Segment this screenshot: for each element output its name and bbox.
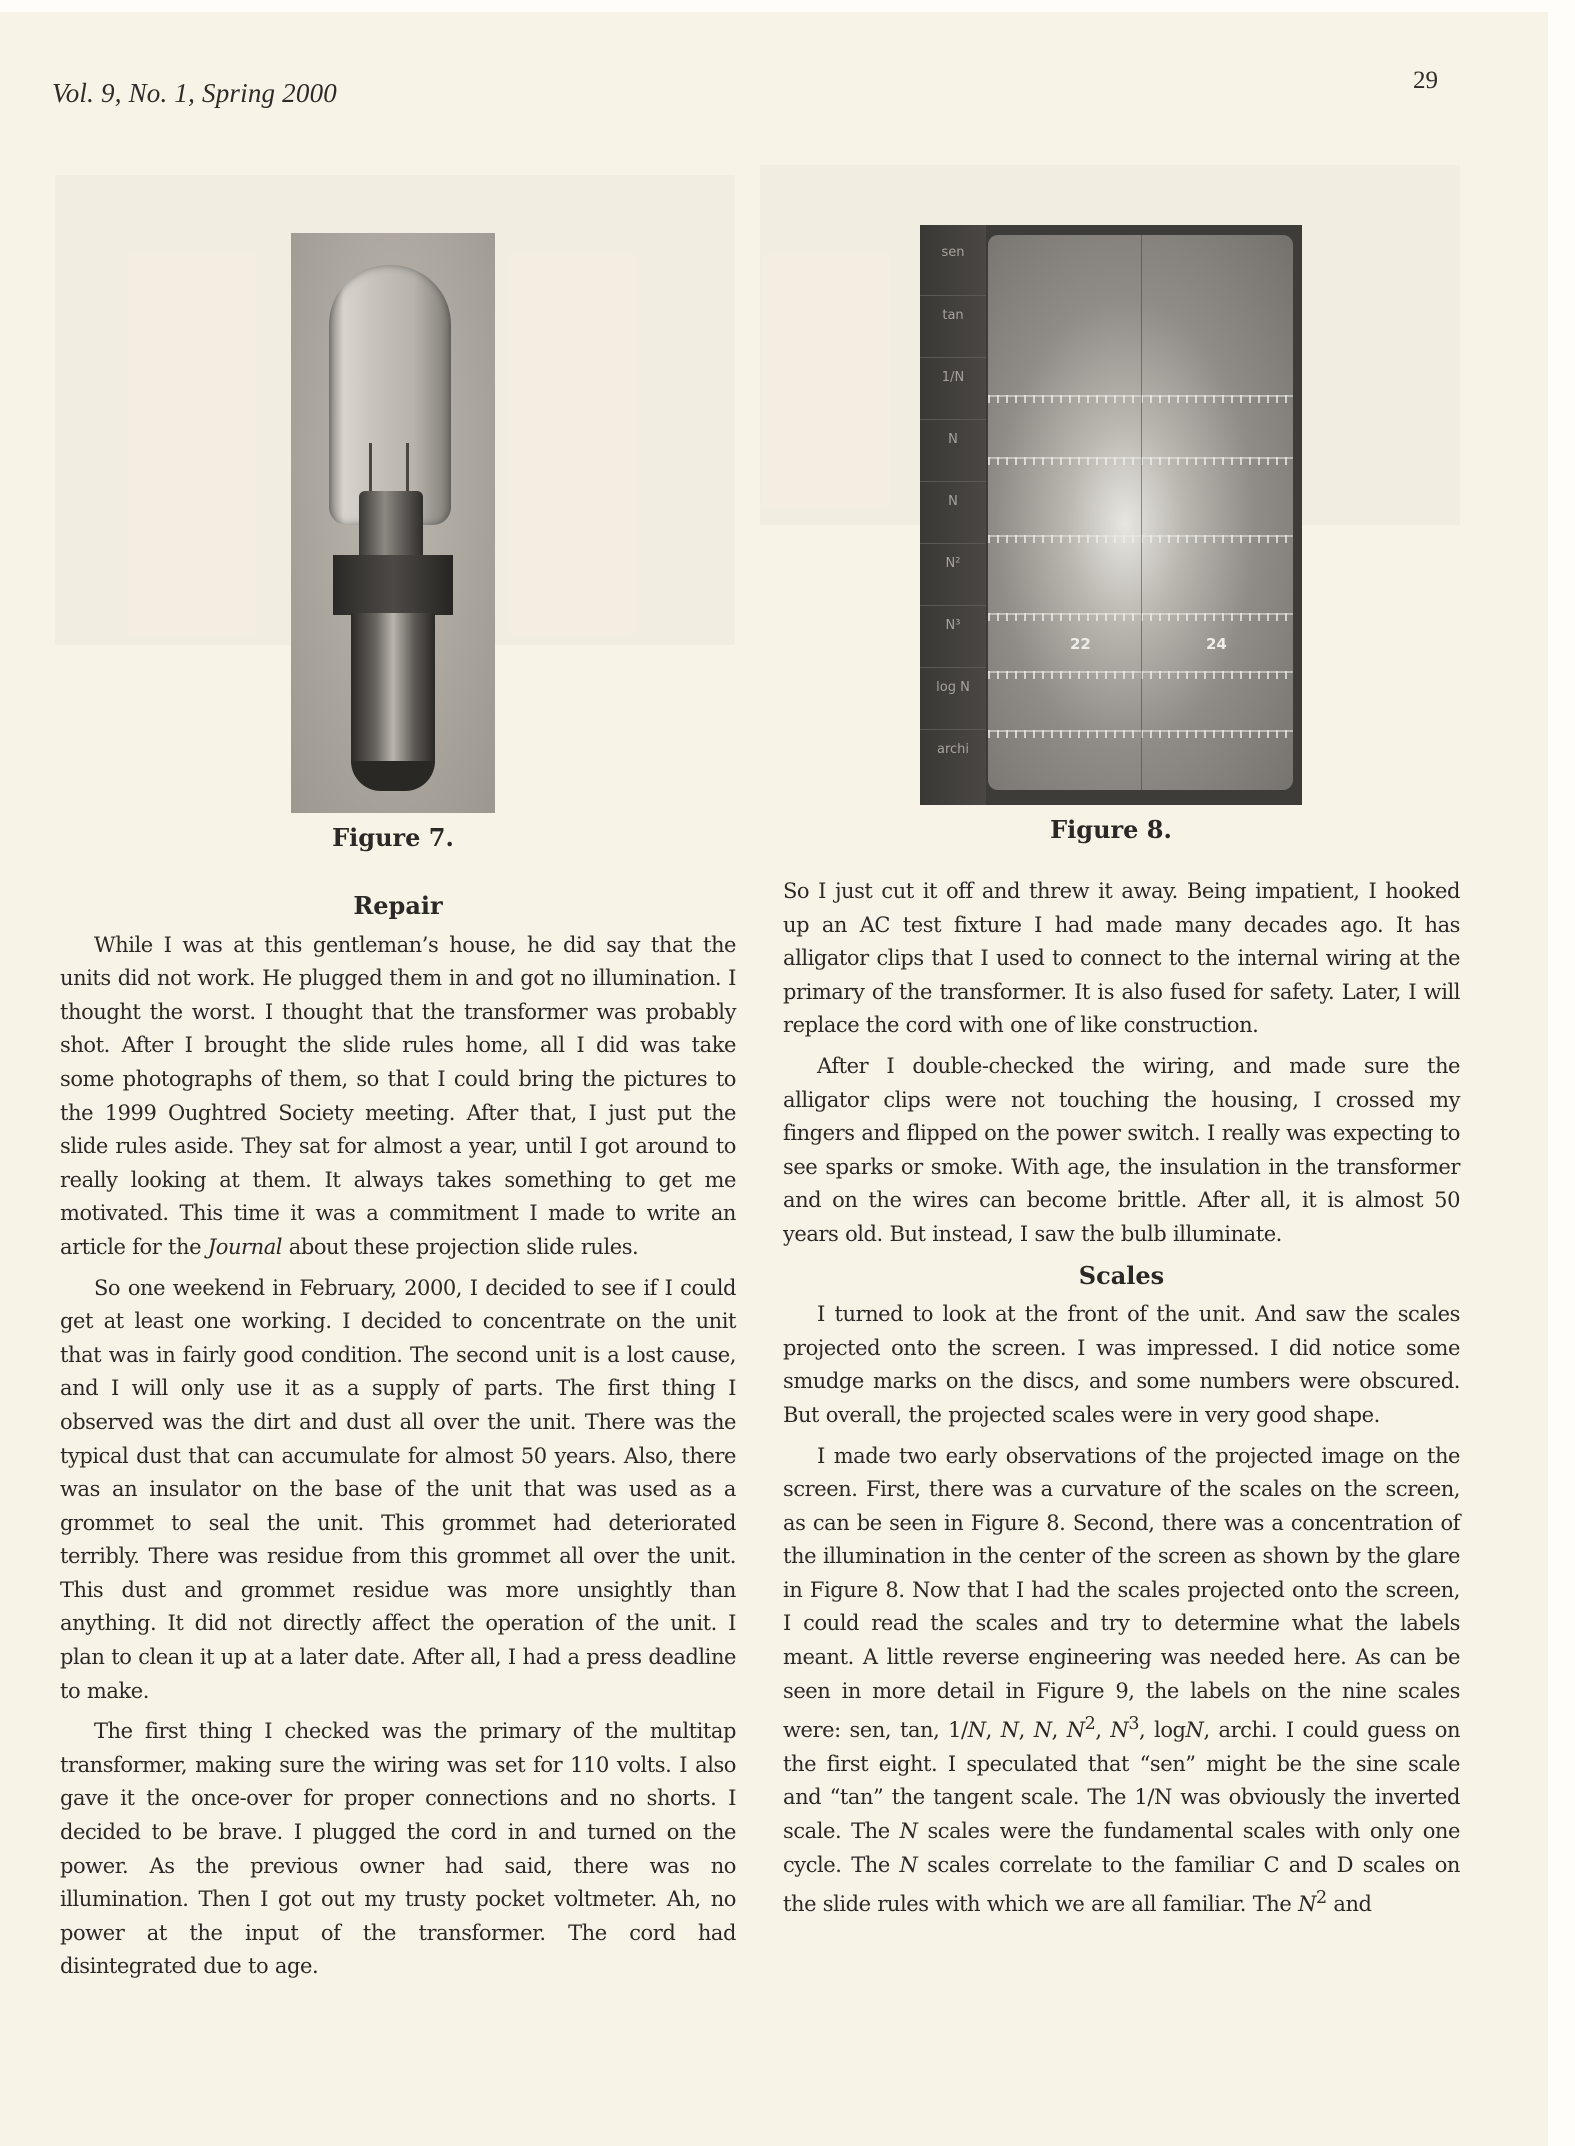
math-sup: 3 [1128, 1714, 1139, 1735]
right-column [783, 875, 1460, 1929]
paragraph: So I just cut it off and threw it away. Being impatient, I hooked up an AC test fixture I had made many decades ago. It has alligator clips that I used to connect to the internal wiring at the primary of the transformer. It is also fused for safety. Later, I will replace the cord with one of like construction. [783, 879, 1460, 1038]
math-var: N [1033, 1718, 1052, 1743]
math-var: N [967, 1718, 986, 1743]
bulb-base [351, 613, 435, 763]
paragraph: After I double-checked the wiring, and made sure the alligator clips were not touching the housing, I crossed my fingers and flipped on the power switch. I really was expecting to see sparks or smoke. With age, the insulation in the transformer and on the wires can become brittle. After all, it is almost 50 years old. But instead, I saw the bulb illuminate. [783, 1053, 1460, 1246]
section-heading-scales: Scales [1078, 1260, 1165, 1290]
scale-label-strip [920, 225, 986, 805]
paragraph: The first thing I checked was the primary of the multitap transformer, making sure the wiring was set for 110 volts. I also gave it the once-over for proper connections and no shorts. I decided to be brave. I plugged the cord in and turned on the power. As the previous owner had said, there was no illumination. Then I got out my trusty pocket voltmeter. Ah, no power at the input of the transformer. The cord had disintegrated due to age. [60, 1719, 736, 1979]
math-var: N [1066, 1718, 1085, 1743]
math-var: N [1185, 1718, 1204, 1743]
scale-number-22: 22 [1070, 635, 1091, 653]
figure-7-caption: Figure 7. [332, 823, 454, 852]
section-heading-repair: Repair [353, 891, 443, 920]
math-sup: 2 [1084, 1714, 1096, 1735]
math-sep: , [1095, 1718, 1111, 1743]
bulb-collar [333, 555, 453, 615]
scale-label: 1/N [920, 357, 986, 420]
paragraph [783, 1440, 1460, 1922]
math-var: N [1298, 1892, 1316, 1917]
running-head: Vol. 9, No. 1, Spring 2000 [52, 78, 337, 108]
paragraph-text: I made two early observations of the projected image on the screen. First, there was a curvature of the scales on the screen, as can be seen in Figure 8. Second, there was a concentration of the illumination in the center of the screen as shown by the glare in Figure 8. Now that I had the scales projected onto the screen, I could read the scales and try to determine what the labels meant. A little reverse engineering was needed here. As can be seen in more detail in Figure 9, the labels on the nine scales were: sen, tan, 1/ [783, 1443, 1460, 1743]
math-sep: , [985, 1718, 1001, 1743]
paragraph: So one weekend in February, 2000, I decided to see if I could get at least one working. I decided to concentrate on the unit that was in fairly good condition. The second unit is a lost cause, and I will only use it as a supply of parts. The first thing I observed was the dirt and dust all over the unit. There was the typical dust that can accumulate for almost 50 years. Also, there was an insulator on the base of the unit that was used as a grommet to seal the unit. This grommet had deteriorated terribly. There was residue from this grommet all over the unit. This dust and grommet residue was more unsightly than anything. It did not directly affect the operation of the unit. I plan to clean it up at a later date. After all, I had a press deadline to make. [60, 1275, 736, 1703]
paragraph-text: archi. I could guess on the first eight. I speculated that “sen” might be the sine scale and “tan” the tangent scale. The 1/N was obviously the inverted scale. The [783, 1718, 1461, 1844]
math-sep: , log [1139, 1718, 1186, 1743]
scale-number-24: 24 [1206, 635, 1227, 653]
journal-title: Journal [207, 1234, 283, 1259]
math-var: N [899, 1819, 918, 1844]
bulb-neck [359, 491, 423, 561]
scale-label: log N [920, 667, 986, 730]
scale-label: tan [920, 295, 986, 358]
paragraph-text: about these projection slide rules. [282, 1234, 639, 1259]
cursor-hairline [1141, 235, 1142, 790]
page-number: 29 [1413, 67, 1438, 94]
math-sep: , [1203, 1718, 1219, 1743]
scale-label: N [920, 481, 986, 544]
scale-label: N [920, 419, 986, 482]
scale-label: N³ [920, 605, 986, 668]
paragraph-text: and [1326, 1892, 1372, 1917]
left-column [60, 879, 736, 1991]
scale-label: N² [920, 543, 986, 606]
bulb-tip [351, 761, 435, 791]
math-var: N [1000, 1718, 1019, 1743]
math-var: N [1110, 1718, 1129, 1743]
scale-label: archi [920, 729, 986, 792]
figure-7-photo [291, 233, 495, 813]
paragraph [60, 929, 736, 1265]
scale-label: sen [941, 245, 965, 260]
paragraph-text: scales correlate to the familiar C and D scales on the slide rules with which we are all familiar. The [783, 1852, 1460, 1917]
math-sep: , [1051, 1718, 1067, 1743]
figure-8-photo [920, 225, 1302, 805]
math-sep: , [1018, 1718, 1034, 1743]
math-var: N [899, 1852, 918, 1877]
math-sup: 2 [1316, 1888, 1327, 1909]
paragraph: I turned to look at the front of the unit. And saw the scales projected onto the screen. I was impressed. I did notice some smudge marks on the discs, and some numbers were obscured. But overall, the projected scales were in very good shape. [783, 1302, 1460, 1427]
figure-8-caption: Figure 8. [1050, 815, 1172, 844]
paragraph-text: scales were the fundamental scales with only one cycle. The [783, 1819, 1460, 1877]
projection-screen [988, 235, 1293, 790]
paragraph-text: While I was at this gentleman’s house, he did say that the units did not work. He plugged them in and got no illumination. I thought the worst. I thought that the transformer was probably shot. After I brought the slide rules home, all I did was take some photographs of them, so that I could bring the pictures to the 1999 Oughtred Society meeting. After that, I just put the slide rules aside. They sat for almost a year, until I got around to really looking at them. It always takes something to get me motivated. This time it was a commitment I made to write an article for the [60, 932, 736, 1259]
